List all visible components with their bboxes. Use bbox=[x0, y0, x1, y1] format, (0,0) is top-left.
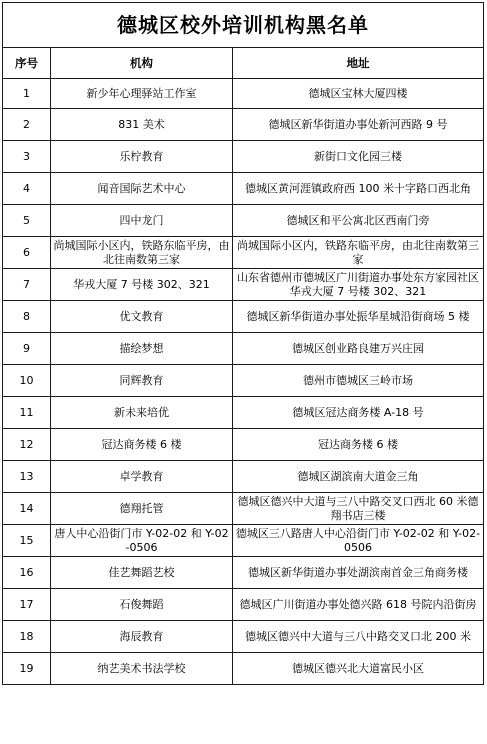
blacklist-table bbox=[2, 2, 484, 685]
row-organization: 冠达商务楼 6 楼 bbox=[51, 429, 233, 461]
table-row bbox=[3, 301, 484, 333]
row-organization: 新未来培优 bbox=[51, 397, 233, 429]
row-address: 德城区德兴中大道与三八中路交叉口西北 60 米德翔书店三楼 bbox=[233, 493, 484, 525]
table-row bbox=[3, 269, 484, 301]
table-row bbox=[3, 365, 484, 397]
row-address: 新街口文化园三楼 bbox=[233, 141, 484, 173]
row-organization: 描绘梦想 bbox=[51, 333, 233, 365]
row-address: 德城区新华街道办事处新河西路 9 号 bbox=[233, 109, 484, 141]
row-number: 14 bbox=[3, 493, 51, 525]
row-address: 德城区德兴北大道富民小区 bbox=[233, 653, 484, 685]
row-organization: 华戎大厦 7 号楼 302、321 bbox=[51, 269, 233, 301]
row-number: 7 bbox=[3, 269, 51, 301]
row-number: 13 bbox=[3, 461, 51, 493]
row-organization: 四中龙门 bbox=[51, 205, 233, 237]
row-number: 19 bbox=[3, 653, 51, 685]
column-header-address: 地址 bbox=[233, 48, 484, 79]
row-address: 德城区宝林大厦四楼 bbox=[233, 79, 484, 109]
row-address: 德城区冠达商务楼 A-18 号 bbox=[233, 397, 484, 429]
row-address: 德城区新华街道办事处振华星城沿街商场 5 楼 bbox=[233, 301, 484, 333]
blacklist-document bbox=[2, 2, 483, 685]
row-address: 尚城国际小区内，铁路东临平房，由北往南数第三家 bbox=[233, 237, 484, 269]
row-number: 11 bbox=[3, 397, 51, 429]
table-row bbox=[3, 653, 484, 685]
row-number: 8 bbox=[3, 301, 51, 333]
row-address: 德城区德兴中大道与三八中路交叉口北 200 米 bbox=[233, 621, 484, 653]
row-organization: 闻音国际艺术中心 bbox=[51, 173, 233, 205]
title-row bbox=[3, 3, 484, 48]
row-number: 16 bbox=[3, 557, 51, 589]
table-row bbox=[3, 109, 484, 141]
column-header-organization: 机构 bbox=[51, 48, 233, 79]
row-organization: 优文教育 bbox=[51, 301, 233, 333]
row-address: 冠达商务楼 6 楼 bbox=[233, 429, 484, 461]
column-header-number: 序号 bbox=[3, 48, 51, 79]
table-row bbox=[3, 205, 484, 237]
table-row bbox=[3, 397, 484, 429]
document-title: 德城区校外培训机构黑名单 bbox=[3, 3, 484, 48]
table-row bbox=[3, 79, 484, 109]
row-number: 6 bbox=[3, 237, 51, 269]
row-organization: 卓学教育 bbox=[51, 461, 233, 493]
row-number: 17 bbox=[3, 589, 51, 621]
row-organization: 尚城国际小区内，铁路东临平房，由北往南数第三家 bbox=[51, 237, 233, 269]
row-organization: 唐人中心沿街门市 Y-02-02 和 Y-02-0506 bbox=[51, 525, 233, 557]
row-address: 德城区和平公寓北区西南门旁 bbox=[233, 205, 484, 237]
row-organization: 佳艺舞蹈艺校 bbox=[51, 557, 233, 589]
row-number: 2 bbox=[3, 109, 51, 141]
row-address: 德城区新华街道办事处湖滨南首金三角商务楼 bbox=[233, 557, 484, 589]
row-organization: 石俊舞蹈 bbox=[51, 589, 233, 621]
row-organization: 纳艺美术书法学校 bbox=[51, 653, 233, 685]
row-address: 德州市德城区三岭市场 bbox=[233, 365, 484, 397]
row-organization: 德翔托管 bbox=[51, 493, 233, 525]
table-row bbox=[3, 429, 484, 461]
table-row bbox=[3, 237, 484, 269]
table-row bbox=[3, 461, 484, 493]
table-row bbox=[3, 141, 484, 173]
header-row bbox=[3, 48, 484, 79]
row-address: 山东省德州市德城区广川街道办事处东方家园社区华戎大厦 7 号楼 302、321 bbox=[233, 269, 484, 301]
row-number: 1 bbox=[3, 79, 51, 109]
table-row bbox=[3, 173, 484, 205]
table-row bbox=[3, 557, 484, 589]
row-organization: 海辰教育 bbox=[51, 621, 233, 653]
row-address: 德城区湖滨南大道金三角 bbox=[233, 461, 484, 493]
row-address: 德城区创业路良建万兴庄园 bbox=[233, 333, 484, 365]
table-row bbox=[3, 621, 484, 653]
row-number: 5 bbox=[3, 205, 51, 237]
table-body bbox=[3, 79, 484, 685]
table-row bbox=[3, 493, 484, 525]
table-row bbox=[3, 333, 484, 365]
row-address: 德城区黄河涯镇政府西 100 米十字路口西北角 bbox=[233, 173, 484, 205]
row-number: 9 bbox=[3, 333, 51, 365]
row-number: 15 bbox=[3, 525, 51, 557]
row-number: 3 bbox=[3, 141, 51, 173]
row-number: 18 bbox=[3, 621, 51, 653]
row-number: 10 bbox=[3, 365, 51, 397]
row-number: 4 bbox=[3, 173, 51, 205]
row-number: 12 bbox=[3, 429, 51, 461]
row-organization: 同辉教育 bbox=[51, 365, 233, 397]
row-address: 德城区三八路唐人中心沿街门市 Y-02-02 和 Y-02-0506 bbox=[233, 525, 484, 557]
table-row bbox=[3, 525, 484, 557]
row-organization: 831 美术 bbox=[51, 109, 233, 141]
row-address: 德城区广川街道办事处德兴路 618 号院内沿街房 bbox=[233, 589, 484, 621]
table-row bbox=[3, 589, 484, 621]
row-organization: 新少年心理驿站工作室 bbox=[51, 79, 233, 109]
row-organization: 乐柠教育 bbox=[51, 141, 233, 173]
